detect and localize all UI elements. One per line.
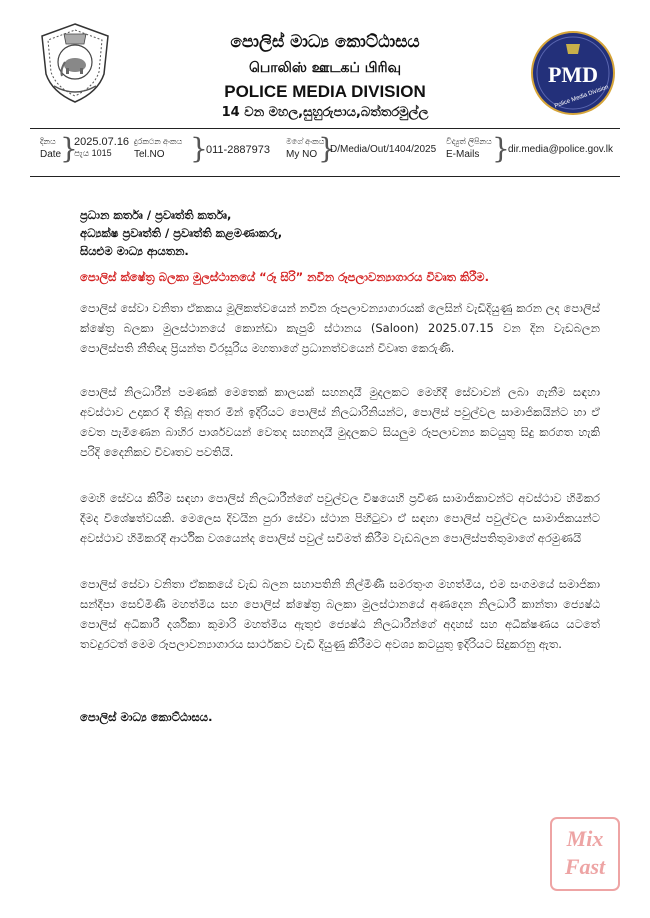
email-label xyxy=(446,136,492,161)
header-title-sinhala: පොලිස් මාධ්‍ය කොට්ඨාසය xyxy=(230,32,420,52)
body-paragraph: පොලිස් සේවා වනිතා ඒකකයේ වැඩ බලන සහාපතිනි නිල්මිණී සමරතුංග මහත්මිය, එම සංගමයේ සමාජිකා සන්දීපා සෙව්මිණී මහත්මිය සහ පොලිස් ක්ෂේත්‍ර බලකා මුලස්ථානයේ අණදෙන නිලධාරී කාන්තා ජ්‍යෙෂ්ඨ පොලිස් අධිකාරී දර්ශිකා කුමාරි මහත්මිය ඇතුළු ජ්‍යෙෂ්ඨ නිලධාරීන්ගේ අදහස් සහ අධීක්ෂණය යටතේ තවදුරටත් මෙම රූපලාවන්‍යාගාරය සාර්ථකව වැඩි දියුණු කිරීමට අවශ්‍ය කටයුතු ඉදිරියට සිදුකරනු ඇත. xyxy=(80,577,600,651)
pmd-logo-arc-text: Police Media Division xyxy=(553,84,610,110)
tel-label-si: දුරකථන අංකය xyxy=(134,137,183,146)
body-paragraph: පොලිස් නිලධාරීන් පමණක් මෙතෙක් කාලයක් සහනදායී මුදලකට මෙහිදී සේවාවන් ලබා ගැනීම සඳහා අවස්ථාව උදාකර දී තිබූ අතර මින් ඉදිරියට පොලිස් නිලධාරිනියන්ට, පොලිස් පවුල්වල සාමාජිකයින්ට හා ඒ වෙත පැමිණෙන බාහිර පාර්ශවයන් වෙතද සහනදායී මුදලකට සියලුම රූපලාවන්‍ය කටයුතු සිදු කරගත හැකි පරිදි දෛනිකව විවෘතව පවතියි. xyxy=(80,385,600,459)
watermark-line1: Mix xyxy=(566,826,604,851)
watermark-line2: Fast xyxy=(564,854,606,879)
email-label-en: E-Mails xyxy=(446,149,480,160)
tel-value-text: 011-2887973 xyxy=(206,144,271,156)
mixfast-watermark-logo xyxy=(545,812,625,894)
brace-icon: } xyxy=(190,132,208,165)
recipient-line: සියළුම මාධ්‍ය ආයතන. xyxy=(80,244,189,258)
date-label-en: Date xyxy=(40,149,62,160)
myno-value xyxy=(330,144,436,155)
pmd-logo xyxy=(530,30,616,116)
myno-label-en: My NO xyxy=(286,149,318,160)
brace-icon: } xyxy=(318,132,336,165)
email-label-si: විද්‍යුත් ලිපිනය xyxy=(446,137,492,146)
body-paragraph: පොලිස් සේවා වනිතා ඒකකය මූලිකත්වයෙන් නවීන රූපලාවන්‍යාගාරයක් ලෙසින් වැඩිදියුණු කරන ලද පොලිස් ක්ෂේත්‍ර බලකා මුලස්ථානයේ කොන්ඩා කැපුම් ස්ථානය (Saloon) 2025.07.15 වන දින වැඩබලන පොලිස්පති නීතිඥ ප්‍රියන්ත වීරසූරිය මහතාගේ ප්‍රධානත්වයෙන් විවෘත කෙරුණි. xyxy=(80,301,600,355)
header-address: 14 වන මහල,සුහුරුපාය,බත්තරමුල්ල xyxy=(221,105,429,120)
date-value: 2025.07.16 xyxy=(74,136,130,148)
date-value-block xyxy=(74,136,129,159)
signature-line: පොලිස් මාධ්‍ය කොට්ඨාසය. xyxy=(80,710,213,724)
myno-value-text: D/Media/Out/1404/2025 xyxy=(330,144,437,155)
email-value-text: dir.media@police.gov.lk xyxy=(508,144,614,155)
tel-label-en: Tel.NO xyxy=(134,149,165,160)
tel-label xyxy=(134,136,182,161)
tel-value xyxy=(206,144,270,156)
time-value: පැය 1015 xyxy=(74,148,112,158)
date-label xyxy=(40,136,61,161)
pmd-logo-text: PMD xyxy=(547,62,599,87)
subject-line: පොලිස් ක්ෂේත්‍ර බලකා මුලස්ථානයේ “රූ සිරි” නවීන රූපලාවන්‍යාගාරය විවෘත කිරීම. xyxy=(80,270,489,284)
email-value xyxy=(508,144,613,155)
header-divider-top xyxy=(30,128,620,129)
body-paragraph: මෙහි සේවය කිරීම සඳහා පොලිස් නිලධාරීන්ගේ පවුල්වල විෂයෙහි ප්‍රවීණ සාමාජිකාවන්ට අවස්ථාව හිමිකර දීමද විශේෂත්වයකි. මෙලෙස දිවයින පුරා සේවා ස්ථාන පිහිටුවා ඒ සඳහා පොලිස් පවුල්වල සාමාජිකයන්ට අවස්ථාව හිමිකරදී ආර්ථික වශයෙන්ද පොලිස් පවුල් සවිමත් කිරීම වැඩබලන පොලිස්පතිතුමාගේ අරමුණයි xyxy=(80,491,600,545)
recipient-line: ප්‍රධාන කර්තෘ / ප්‍රවෘත්ති කර්තෘ, xyxy=(80,208,232,222)
brace-icon: } xyxy=(60,132,78,165)
header-divider-bottom xyxy=(30,176,620,177)
header-title-tamil: பொலிஸ் ஊடகப் பிரிவு xyxy=(248,60,402,76)
myno-label-si: මගේ අංකය xyxy=(286,137,325,146)
brace-icon: } xyxy=(492,132,510,165)
header-title-english: POLICE MEDIA DIVISION xyxy=(224,82,426,101)
date-label-si: දිනය xyxy=(40,137,56,146)
police-crest-icon xyxy=(38,22,112,104)
recipient-line: අධ්‍යක්ෂ ප්‍රවෘත්ති / ප්‍රවෘත්ති කළමණාකරු, xyxy=(80,226,283,240)
